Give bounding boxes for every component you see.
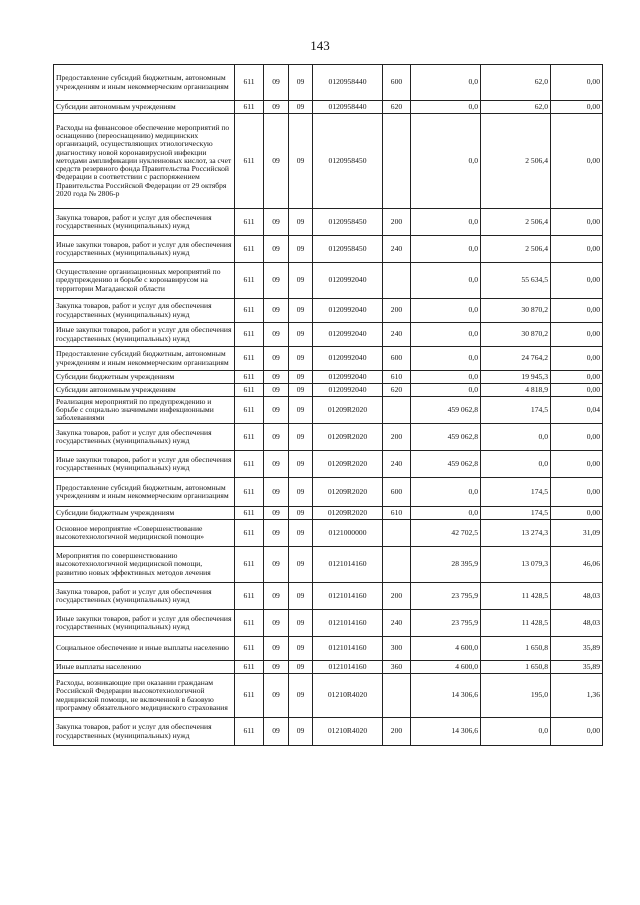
cell-v3: 0,00 — [551, 371, 603, 384]
cell-vr — [383, 114, 411, 209]
cell-v1: 0,0 — [411, 101, 481, 114]
cell-rz: 09 — [264, 610, 289, 637]
cell-pr: 09 — [289, 547, 313, 583]
cell-pr: 09 — [289, 424, 313, 451]
table-row — [54, 397, 603, 424]
cell-rz: 09 — [264, 263, 289, 299]
cell-pr: 09 — [289, 520, 313, 547]
table-row — [54, 114, 603, 209]
cell-name: Субсидии бюджетным учреждениям — [54, 371, 235, 384]
cell-ved: 611 — [235, 101, 264, 114]
table-row — [54, 674, 603, 718]
cell-csr: 0120958450 — [313, 114, 383, 209]
table-row — [54, 520, 603, 547]
cell-v3: 48,03 — [551, 583, 603, 610]
page-number: 143 — [310, 38, 330, 53]
cell-rz: 09 — [264, 371, 289, 384]
cell-v2: 55 634,5 — [481, 263, 551, 299]
cell-rz: 09 — [264, 209, 289, 236]
cell-pr: 09 — [289, 674, 313, 718]
cell-csr: 0120992040 — [313, 347, 383, 371]
cell-vr: 240 — [383, 323, 411, 347]
cell-csr: 0121014160 — [313, 610, 383, 637]
cell-v1: 23 795,9 — [411, 610, 481, 637]
cell-rz: 09 — [264, 583, 289, 610]
cell-vr: 620 — [383, 101, 411, 114]
cell-v2: 174,5 — [481, 478, 551, 507]
cell-rz: 09 — [264, 547, 289, 583]
cell-v2: 11 428,5 — [481, 610, 551, 637]
cell-v1: 459 062,8 — [411, 451, 481, 478]
cell-vr — [383, 263, 411, 299]
cell-v2: 195,0 — [481, 674, 551, 718]
cell-vr: 620 — [383, 384, 411, 397]
cell-pr: 09 — [289, 236, 313, 263]
cell-v1: 0,0 — [411, 347, 481, 371]
cell-vr: 300 — [383, 637, 411, 661]
cell-csr: 01210R4020 — [313, 718, 383, 746]
cell-ved: 611 — [235, 478, 264, 507]
cell-v3: 0,00 — [551, 114, 603, 209]
table-row — [54, 637, 603, 661]
cell-ved: 611 — [235, 236, 264, 263]
cell-csr: 01209R2020 — [313, 478, 383, 507]
cell-csr: 01209R2020 — [313, 424, 383, 451]
cell-v1: 42 702,5 — [411, 520, 481, 547]
cell-vr: 200 — [383, 583, 411, 610]
table-row — [54, 209, 603, 236]
cell-v2: 13 079,3 — [481, 547, 551, 583]
cell-csr: 01209R2020 — [313, 451, 383, 478]
cell-vr: 600 — [383, 478, 411, 507]
cell-v1: 0,0 — [411, 209, 481, 236]
cell-rz: 09 — [264, 114, 289, 209]
cell-pr: 09 — [289, 451, 313, 478]
cell-pr: 09 — [289, 347, 313, 371]
cell-pr: 09 — [289, 323, 313, 347]
cell-name: Иные закупки товаров, работ и услуг для обеспечения государственных (муниципальных) нужд — [54, 236, 235, 263]
cell-v3: 0,00 — [551, 236, 603, 263]
table-row — [54, 299, 603, 323]
cell-v3: 0,00 — [551, 347, 603, 371]
cell-v2: 19 945,3 — [481, 371, 551, 384]
cell-name: Закупка товаров, работ и услуг для обеспечения государственных (муниципальных) нужд — [54, 718, 235, 746]
cell-v1: 14 306,6 — [411, 674, 481, 718]
cell-v2: 62,0 — [481, 65, 551, 101]
cell-csr: 0120958450 — [313, 236, 383, 263]
cell-vr: 610 — [383, 507, 411, 520]
cell-v2: 2 506,4 — [481, 209, 551, 236]
cell-name: Основное мероприятие «Совершенствование высокотехнологичной медицинской помощи» — [54, 520, 235, 547]
cell-csr: 0121014160 — [313, 661, 383, 674]
table-row — [54, 478, 603, 507]
cell-pr: 09 — [289, 583, 313, 610]
cell-ved: 611 — [235, 384, 264, 397]
cell-v3: 0,00 — [551, 263, 603, 299]
cell-pr: 09 — [289, 610, 313, 637]
table-row — [54, 451, 603, 478]
cell-v1: 0,0 — [411, 65, 481, 101]
cell-rz: 09 — [264, 397, 289, 424]
cell-name: Субсидии автономным учреждениям — [54, 101, 235, 114]
cell-name: Предоставление субсидий бюджетным, автономным учреждениям и иным некоммерческим организациям — [54, 478, 235, 507]
table-row — [54, 424, 603, 451]
cell-v2: 24 764,2 — [481, 347, 551, 371]
cell-ved: 611 — [235, 371, 264, 384]
cell-rz: 09 — [264, 65, 289, 101]
cell-v3: 0,00 — [551, 101, 603, 114]
cell-v2: 1 650,8 — [481, 661, 551, 674]
cell-ved: 611 — [235, 424, 264, 451]
cell-name: Иные закупки товаров, работ и услуг для обеспечения государственных (муниципальных) нужд — [54, 451, 235, 478]
cell-v3: 31,09 — [551, 520, 603, 547]
cell-v1: 459 062,8 — [411, 397, 481, 424]
cell-v2: 174,5 — [481, 397, 551, 424]
cell-pr: 09 — [289, 478, 313, 507]
table-row — [54, 236, 603, 263]
cell-v1: 0,0 — [411, 371, 481, 384]
cell-csr: 0121014160 — [313, 583, 383, 610]
cell-rz: 09 — [264, 478, 289, 507]
cell-v2: 11 428,5 — [481, 583, 551, 610]
cell-v3: 35,89 — [551, 661, 603, 674]
table-row — [54, 263, 603, 299]
cell-v1: 0,0 — [411, 323, 481, 347]
cell-ved: 611 — [235, 674, 264, 718]
cell-csr: 0120992040 — [313, 299, 383, 323]
cell-v1: 0,0 — [411, 507, 481, 520]
cell-rz: 09 — [264, 384, 289, 397]
cell-vr: 600 — [383, 347, 411, 371]
cell-pr: 09 — [289, 65, 313, 101]
cell-v2: 62,0 — [481, 101, 551, 114]
cell-v1: 0,0 — [411, 236, 481, 263]
cell-v1: 28 395,9 — [411, 547, 481, 583]
cell-name: Закупка товаров, работ и услуг для обеспечения государственных (муниципальных) нужд — [54, 424, 235, 451]
cell-name: Субсидии бюджетным учреждениям — [54, 507, 235, 520]
cell-name: Иные закупки товаров, работ и услуг для обеспечения государственных (муниципальных) нужд — [54, 610, 235, 637]
cell-rz: 09 — [264, 101, 289, 114]
table-row — [54, 347, 603, 371]
cell-v2: 2 506,4 — [481, 236, 551, 263]
cell-v3: 0,00 — [551, 718, 603, 746]
cell-pr: 09 — [289, 263, 313, 299]
cell-rz: 09 — [264, 299, 289, 323]
cell-name: Мероприятия по совершенствованию высокотехнологичной медицинской помощи, развитию новых эффективных методов лечения — [54, 547, 235, 583]
cell-csr: 0120958440 — [313, 101, 383, 114]
cell-pr: 09 — [289, 101, 313, 114]
cell-ved: 611 — [235, 547, 264, 583]
cell-v2: 174,5 — [481, 507, 551, 520]
cell-ved: 611 — [235, 114, 264, 209]
cell-ved: 611 — [235, 263, 264, 299]
cell-vr: 360 — [383, 661, 411, 674]
cell-name: Социальное обеспечение и иные выплаты населению — [54, 637, 235, 661]
cell-ved: 611 — [235, 507, 264, 520]
cell-v3: 0,00 — [551, 507, 603, 520]
table-row — [54, 65, 603, 101]
cell-ved: 611 — [235, 209, 264, 236]
cell-name: Иные выплаты населению — [54, 661, 235, 674]
cell-pr: 09 — [289, 384, 313, 397]
table-row — [54, 384, 603, 397]
cell-v3: 1,36 — [551, 674, 603, 718]
cell-v3: 35,89 — [551, 637, 603, 661]
cell-vr: 600 — [383, 65, 411, 101]
cell-v2: 13 274,3 — [481, 520, 551, 547]
cell-vr: 200 — [383, 209, 411, 236]
cell-rz: 09 — [264, 347, 289, 371]
cell-v2: 0,0 — [481, 718, 551, 746]
cell-ved: 611 — [235, 661, 264, 674]
cell-v1: 0,0 — [411, 263, 481, 299]
table-row — [54, 507, 603, 520]
cell-name: Предоставление субсидий бюджетным, автономным учреждениям и иным некоммерческим организациям — [54, 347, 235, 371]
cell-rz: 09 — [264, 451, 289, 478]
cell-name: Субсидии автономным учреждениям — [54, 384, 235, 397]
cell-v3: 0,00 — [551, 323, 603, 347]
cell-pr: 09 — [289, 299, 313, 323]
cell-vr: 610 — [383, 371, 411, 384]
cell-ved: 611 — [235, 610, 264, 637]
table-row — [54, 661, 603, 674]
cell-ved: 611 — [235, 637, 264, 661]
cell-pr: 09 — [289, 718, 313, 746]
cell-pr: 09 — [289, 209, 313, 236]
cell-rz: 09 — [264, 674, 289, 718]
cell-rz: 09 — [264, 323, 289, 347]
cell-name: Закупка товаров, работ и услуг для обеспечения государственных (муниципальных) нужд — [54, 209, 235, 236]
cell-rz: 09 — [264, 661, 289, 674]
cell-rz: 09 — [264, 424, 289, 451]
cell-vr: 200 — [383, 718, 411, 746]
cell-v2: 0,0 — [481, 424, 551, 451]
cell-csr: 0120992040 — [313, 384, 383, 397]
cell-name: Расходы, возникающие при оказании гражданам Российской Федерации высокотехнологичной медицинской помощи, не включенной в базовую программу обязательного медицинского страхования — [54, 674, 235, 718]
cell-vr — [383, 547, 411, 583]
cell-v3: 0,00 — [551, 299, 603, 323]
cell-csr: 0120992040 — [313, 263, 383, 299]
table-row — [54, 101, 603, 114]
cell-pr: 09 — [289, 507, 313, 520]
table-row — [54, 323, 603, 347]
cell-name: Закупка товаров, работ и услуг для обеспечения государственных (муниципальных) нужд — [54, 299, 235, 323]
cell-v1: 459 062,8 — [411, 424, 481, 451]
cell-csr: 0121000000 — [313, 520, 383, 547]
cell-v2: 30 870,2 — [481, 299, 551, 323]
cell-v2: 2 506,4 — [481, 114, 551, 209]
cell-v1: 0,0 — [411, 384, 481, 397]
cell-v3: 0,00 — [551, 478, 603, 507]
cell-name: Предоставление субсидий бюджетным, автономным учреждениям и иным некоммерческим организациям — [54, 65, 235, 101]
cell-csr: 0120958450 — [313, 209, 383, 236]
cell-name: Расходы на финансовое обеспечение мероприятий по оснащению (переоснащению) медицинских организаций, осуществляющих этиологическую диагностику новой коронавирусной инфекции методами амплификации нуклеиновых кислот, за счет средств резервного фонда Правительства Российской Федерации в соответствии с распоряжением Правительства Российской Федерации от 29 октября 2020 года № 2806-р — [54, 114, 235, 209]
cell-name: Закупка товаров, работ и услуг для обеспечения государственных (муниципальных) нужд — [54, 583, 235, 610]
cell-v3: 0,04 — [551, 397, 603, 424]
cell-csr: 01209R2020 — [313, 397, 383, 424]
cell-pr: 09 — [289, 637, 313, 661]
cell-csr: 0121014160 — [313, 547, 383, 583]
cell-rz: 09 — [264, 236, 289, 263]
cell-v1: 0,0 — [411, 299, 481, 323]
cell-csr: 01210R4020 — [313, 674, 383, 718]
cell-csr: 0121014160 — [313, 637, 383, 661]
cell-rz: 09 — [264, 718, 289, 746]
cell-ved: 611 — [235, 65, 264, 101]
cell-ved: 611 — [235, 397, 264, 424]
budget-execution-table — [53, 64, 603, 746]
cell-v1: 4 600,0 — [411, 661, 481, 674]
cell-v3: 0,00 — [551, 451, 603, 478]
cell-name: Осуществление организационных мероприятий по предупреждению и борьбе с коронавирусом на территории Магаданской области — [54, 263, 235, 299]
cell-vr: 200 — [383, 299, 411, 323]
cell-v1: 0,0 — [411, 114, 481, 209]
cell-v1: 0,0 — [411, 478, 481, 507]
cell-ved: 611 — [235, 520, 264, 547]
cell-vr: 240 — [383, 236, 411, 263]
cell-csr: 01209R2020 — [313, 507, 383, 520]
table-row — [54, 718, 603, 746]
cell-v3: 0,00 — [551, 65, 603, 101]
cell-ved: 611 — [235, 347, 264, 371]
cell-v1: 23 795,9 — [411, 583, 481, 610]
table-row — [54, 547, 603, 583]
cell-ved: 611 — [235, 718, 264, 746]
table-row — [54, 583, 603, 610]
cell-v2: 0,0 — [481, 451, 551, 478]
cell-vr — [383, 520, 411, 547]
cell-pr: 09 — [289, 661, 313, 674]
table-row — [54, 371, 603, 384]
cell-v3: 0,00 — [551, 424, 603, 451]
cell-vr — [383, 397, 411, 424]
cell-v2: 1 650,8 — [481, 637, 551, 661]
table-row — [54, 610, 603, 637]
cell-csr: 0120958440 — [313, 65, 383, 101]
cell-vr: 240 — [383, 451, 411, 478]
cell-pr: 09 — [289, 371, 313, 384]
cell-v2: 4 818,9 — [481, 384, 551, 397]
cell-v3: 46,06 — [551, 547, 603, 583]
cell-csr: 0120992040 — [313, 323, 383, 347]
cell-v3: 48,03 — [551, 610, 603, 637]
cell-pr: 09 — [289, 114, 313, 209]
cell-name: Иные закупки товаров, работ и услуг для обеспечения государственных (муниципальных) нужд — [54, 323, 235, 347]
cell-vr: 200 — [383, 424, 411, 451]
cell-name: Реализация мероприятий по предупреждению и борьбе с социально значимыми инфекционными заболеваниями — [54, 397, 235, 424]
cell-rz: 09 — [264, 637, 289, 661]
cell-ved: 611 — [235, 299, 264, 323]
cell-v1: 4 600,0 — [411, 637, 481, 661]
cell-csr: 0120992040 — [313, 371, 383, 384]
cell-pr: 09 — [289, 397, 313, 424]
cell-v3: 0,00 — [551, 209, 603, 236]
cell-ved: 611 — [235, 323, 264, 347]
cell-v1: 14 306,6 — [411, 718, 481, 746]
cell-v2: 30 870,2 — [481, 323, 551, 347]
cell-ved: 611 — [235, 583, 264, 610]
cell-rz: 09 — [264, 520, 289, 547]
cell-rz: 09 — [264, 507, 289, 520]
cell-v3: 0,00 — [551, 384, 603, 397]
cell-ved: 611 — [235, 451, 264, 478]
cell-vr — [383, 674, 411, 718]
cell-vr: 240 — [383, 610, 411, 637]
